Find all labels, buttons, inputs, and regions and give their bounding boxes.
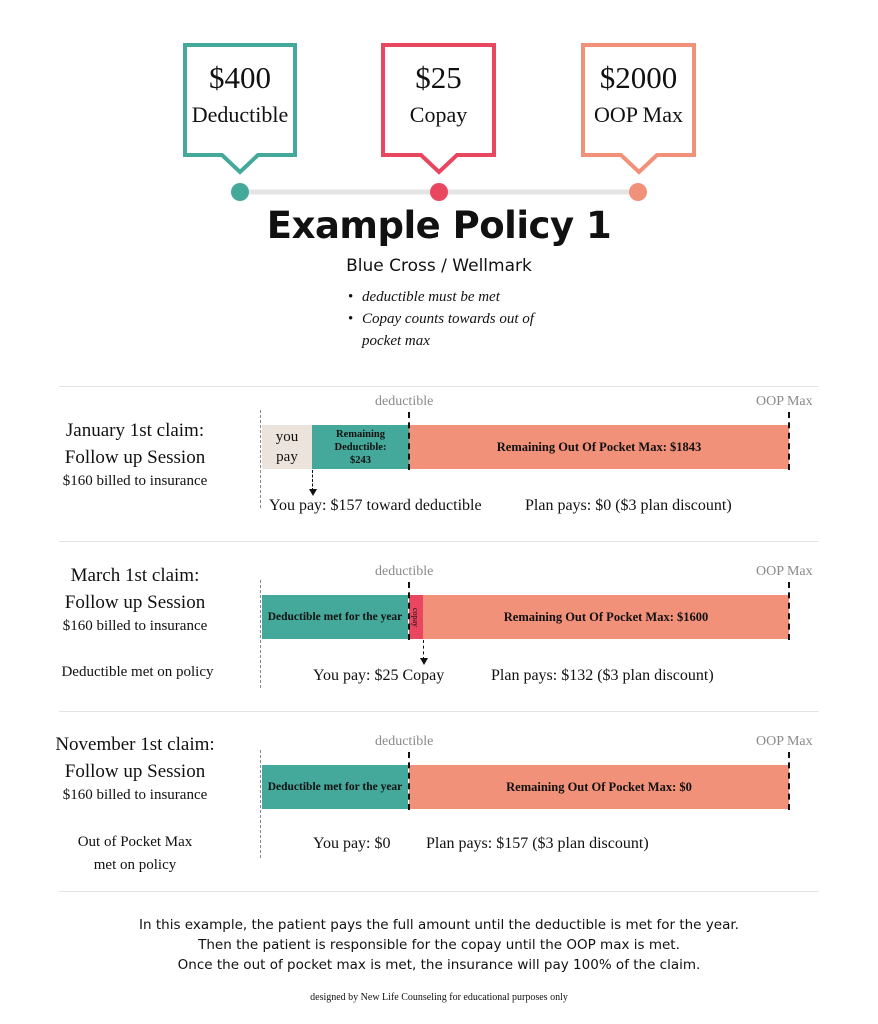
claim-january-you-pay: You pay: $157 toward deductible <box>269 497 482 514</box>
claim-november-billed: $160 billed to insurance <box>62 787 208 803</box>
claim-march-you-pay: You pay: $25 Copay <box>313 667 445 684</box>
deductible-dashed-line <box>408 582 410 640</box>
bar-start-line <box>260 750 261 858</box>
claim-january-plan-pays: Plan pays: $0 ($3 plan discount) <box>525 497 732 514</box>
copay-segment: copay <box>409 595 423 639</box>
credit-line: designed by New Life Counseling for educational purposes only <box>310 992 568 1003</box>
policy-notes <box>348 286 548 352</box>
claim-march-note: Deductible met on policy <box>61 664 214 680</box>
deductible-amount: $400 <box>209 60 271 95</box>
remaining-oop-segment: Remaining Out Of Pocket Max: $1600 <box>423 595 789 639</box>
copay-amount: $25 <box>415 60 462 95</box>
claim-november-note: Out of Pocket Max met on policy <box>77 834 193 873</box>
page-subtitle: Blue Cross / Wellmark <box>346 256 532 276</box>
claim-november-title: November 1st claim: Follow up Session <box>55 734 215 782</box>
you-pay-segment: you pay <box>262 425 312 469</box>
oop-dashed-line <box>788 412 790 470</box>
bar-start-line <box>260 580 261 688</box>
oop-callout <box>583 60 694 128</box>
oop-marker-label: OOP Max <box>756 564 813 579</box>
copay-dot <box>430 183 448 201</box>
oop-amount: $2000 <box>599 60 678 95</box>
remaining-deductible-segment: Remaining Deductible: $243 <box>312 425 409 469</box>
arrow-down-icon <box>309 489 317 496</box>
oop-dashed-line <box>788 752 790 810</box>
claim-january-billed: $160 billed to insurance <box>62 473 208 489</box>
claim-march-title: March 1st claim: Follow up Session <box>64 565 206 613</box>
bar-start-line <box>260 410 261 508</box>
note-item: • Copay counts towards out of pocket max <box>348 311 534 349</box>
oop-dot <box>629 183 647 201</box>
deductible-callout <box>185 60 295 128</box>
footer-explanation: In this example, the patient pays the full amount until the deductible is met for the year. Then the patient is responsible for the copay until the OOP max is met. Once the out of pocket max is met, the insurance will pay 100% of the claim. <box>139 917 739 973</box>
claim-january-title: January 1st claim: Follow up Session <box>64 420 206 468</box>
page-title: Example Policy 1 <box>266 204 612 247</box>
oop-dashed-line <box>788 582 790 640</box>
claim-march-billed: $160 billed to insurance <box>62 618 208 634</box>
claim-november-plan-pays: Plan pays: $157 ($3 plan discount) <box>426 835 649 852</box>
separator <box>59 386 819 387</box>
copay-label: Copay <box>409 102 468 127</box>
deductible-dashed-line <box>408 752 410 810</box>
deductible-marker-label: deductible <box>375 734 434 749</box>
separator <box>59 541 819 542</box>
deductible-marker-label: deductible <box>375 564 434 579</box>
deductible-dot <box>231 183 249 201</box>
copay-callout <box>383 60 494 128</box>
oop-label: OOP Max <box>593 102 684 127</box>
deductible-met-segment: Deductible met for the year <box>262 595 408 639</box>
deductible-met-segment: Deductible met for the year <box>262 765 408 809</box>
claim-march-plan-pays: Plan pays: $132 ($3 plan discount) <box>491 667 714 684</box>
remaining-oop-segment: Remaining Out Of Pocket Max: $1843 <box>409 425 789 469</box>
arrow-down-icon <box>420 658 428 665</box>
deductible-dashed-line <box>408 412 410 470</box>
note-item: • deductible must be met <box>348 289 500 305</box>
oop-marker-label: OOP Max <box>756 394 813 409</box>
remaining-oop-segment: Remaining Out Of Pocket Max: $0 <box>409 765 789 809</box>
deductible-label: Deductible <box>191 102 289 127</box>
claim-november-you-pay: You pay: $0 <box>313 835 391 852</box>
arrow-line <box>423 640 424 660</box>
arrow-line <box>312 470 313 491</box>
separator <box>59 891 819 892</box>
oop-marker-label: OOP Max <box>756 734 813 749</box>
separator <box>59 711 819 712</box>
deductible-marker-label: deductible <box>375 394 434 409</box>
